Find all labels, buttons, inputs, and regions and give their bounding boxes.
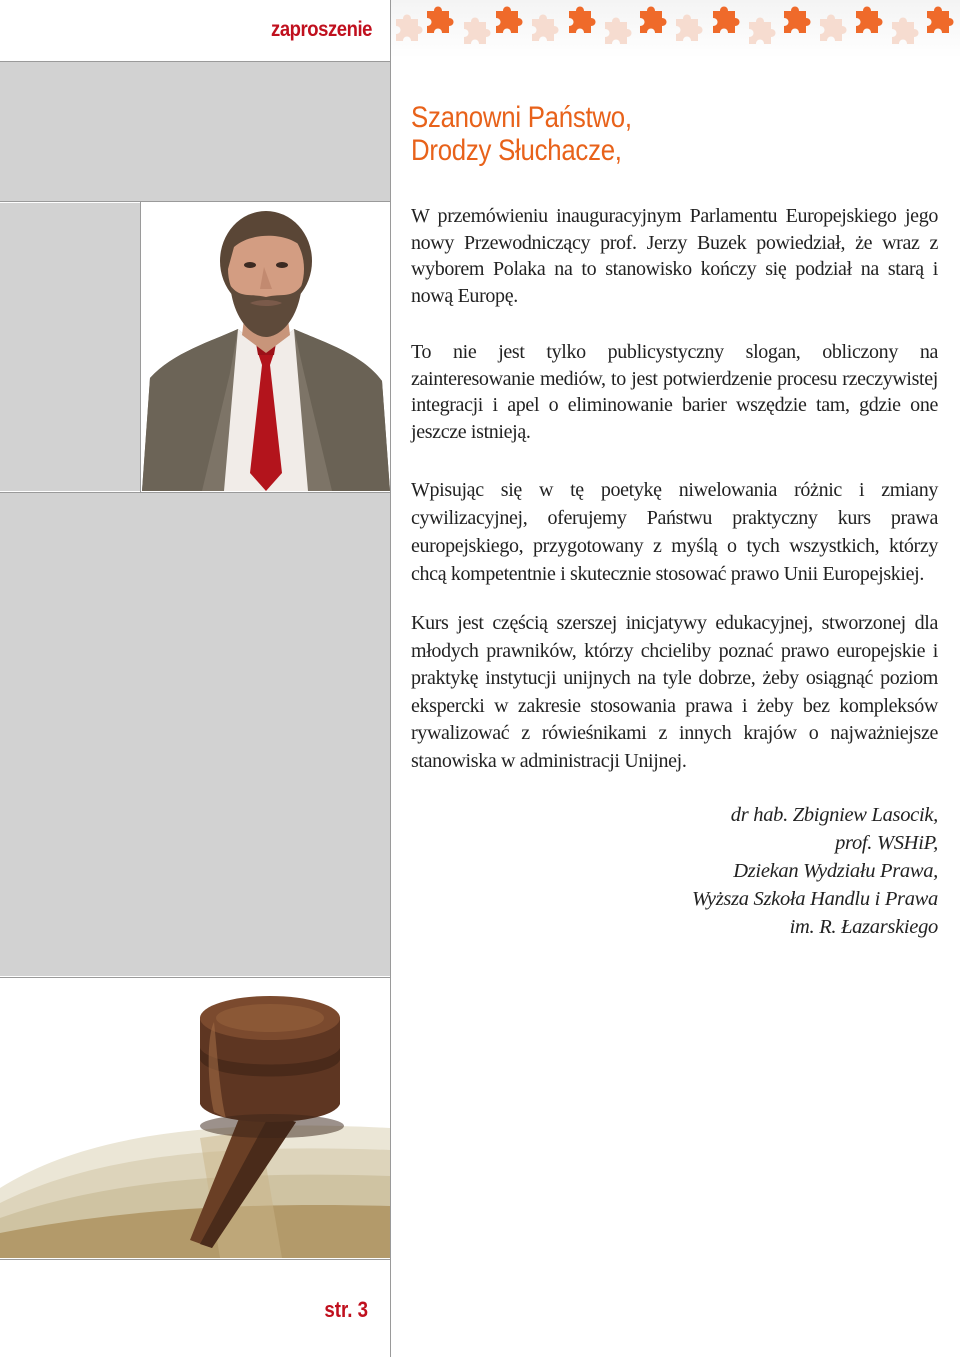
signature-line: Dziekan Wydziału Prawa, xyxy=(733,860,938,882)
divider xyxy=(0,492,390,493)
divider xyxy=(140,201,141,493)
greeting-heading xyxy=(411,101,858,167)
body-paragraph: To nie jest tylko publicystyczny slogan, obliczony na zainteresowanie mediów, to jest potwierdzenie procesu rzeczywistej integracji i apel o eliminowanie barier wszędzie tam, gdzie one jeszcze istnieją. xyxy=(411,341,938,443)
signature-block xyxy=(600,801,938,941)
divider xyxy=(390,0,391,1357)
signature-line: Wyższa Szkoła Handlu i Prawa xyxy=(692,888,938,910)
signature-line: dr hab. Zbigniew Lasocik, xyxy=(730,804,938,826)
sidebar-cell xyxy=(0,203,140,491)
sidebar-cell xyxy=(0,493,390,976)
divider xyxy=(0,61,390,62)
greeting-line: Drodzy Słuchacze, xyxy=(411,134,622,167)
divider xyxy=(0,1259,390,1260)
body-paragraph: Wpisując się w tę poetykę niwelowania różnic i zmiany cywilizacyjnej, oferujemy Państwu praktyczny kurs prawa europejskiego, przygotowany z myślą o tych wszystkich, którzy chcą kompetentnie i skutecznie stosować prawo Unii Europejskiej. xyxy=(411,479,938,585)
body-paragraph: W przemówieniu inauguracyjnym Parlamentu Europejskiego jego nowy Przewodniczący prof. Jerzy Buzek powiedział, że wraz z wyborem Polaka na to stanowisko kończy się podział na starą i nową Europę. xyxy=(411,205,938,307)
author-portrait xyxy=(142,203,390,491)
page-number: str. 3 xyxy=(324,1297,368,1322)
divider xyxy=(0,201,390,202)
greeting-line: Szanowni Państwo, xyxy=(411,101,632,134)
puzzle-banner xyxy=(391,0,960,58)
body-paragraph: Kurs jest częścią szerszej inicjatywy edukacyjnej, stworzonej dla młodych prawników, którzy chcieliby poznać prawo europejskie i praktykę instytucji unijnych na tyle dobrze, żeby osiągnąć poziom ekspercki w zakresie stosowania prawa i żeby bez kompleksów rywalizować z rówieśnikami z innych krajów o najważniejsze stanowiska w administracji Unijnej. xyxy=(411,612,938,772)
signature-line: prof. WSHiP, xyxy=(835,832,938,854)
sidebar-cell xyxy=(0,62,390,201)
signature-line: im. R. Łazarskiego xyxy=(789,916,938,938)
section-label: zaproszenie xyxy=(271,18,372,41)
gavel-illustration xyxy=(0,978,390,1258)
